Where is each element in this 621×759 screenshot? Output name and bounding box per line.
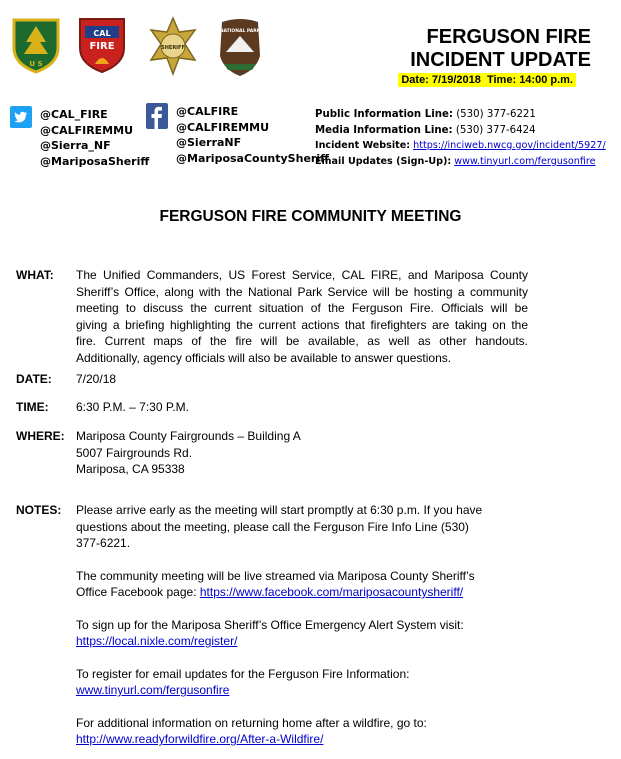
email-updates-link[interactable]: www.tinyurl.com/fergusonfire	[454, 155, 596, 167]
public-info-phone: (530) 377-6221	[456, 109, 536, 120]
svg-text:U S: U S	[29, 60, 43, 68]
incident-website-line	[315, 138, 606, 154]
what-line: meeting to discuss the current situation of the Ferguson Fire. Officials will be	[76, 301, 528, 315]
twitter-handle: @MariposaSheriff	[40, 154, 150, 168]
svg-text:NATIONAL PARK: NATIONAL PARK	[219, 29, 261, 34]
twitter-handle: @CALFIREMMU	[40, 123, 134, 137]
date-heading: DATE:	[16, 372, 52, 386]
meeting-date: 7/20/18	[76, 372, 117, 386]
national-park-service-logo	[216, 16, 264, 83]
svg-text:SHERIFF: SHERIFF	[161, 45, 185, 51]
sheriff-badge-logo	[145, 16, 201, 81]
contact-info	[315, 107, 606, 169]
nixle-register-link[interactable]: https://local.nixle.com/register/	[76, 634, 238, 648]
notes-line	[76, 584, 528, 601]
notes-paragraph-2	[76, 568, 528, 601]
date-value: 7/19/2018	[431, 74, 481, 86]
notes-text	[76, 502, 528, 748]
what-label: WHAT:	[16, 268, 54, 282]
facebook-page-link[interactable]: https://www.facebook.com/mariposacountysheriff/	[199, 585, 464, 599]
facebook-icon	[146, 103, 168, 134]
media-info-line	[315, 123, 606, 139]
notes-line: To sign up for the Mariposa Sheriff’s Office Emergency Alert System visit:	[76, 617, 464, 632]
email-updates-label: Email Updates (Sign-Up):	[315, 155, 452, 167]
location-line: Mariposa County Fairgrounds – Building A	[76, 429, 301, 443]
wildfire-info-link[interactable]: http://www.readyforwildfire.org/After-a-Wildfire/	[76, 732, 324, 746]
media-info-phone: (530) 377-6424	[455, 124, 536, 136]
twitter-handle: @Sierra_NF	[40, 139, 111, 152]
media-info-label: Media Information Line:	[315, 124, 453, 136]
date-label: Date:	[401, 74, 429, 86]
time-label: Time:	[486, 74, 517, 86]
incident-title-line1: FERGUSON FIRE	[426, 26, 591, 48]
location-line: Mariposa, CA 95338	[76, 462, 185, 476]
date-time-banner	[398, 73, 576, 87]
what-text	[76, 267, 528, 366]
meeting-time: 6:30 P.M. – 7:30 P.M.	[76, 400, 189, 414]
notes-line: The community meeting will be live streamed via Mariposa County Sheriff’s	[76, 568, 475, 583]
notes-line: Please arrive early as the meeting will start promptly at 6:30 p.m. If you have	[76, 503, 483, 517]
where-heading: WHERE:	[16, 429, 65, 443]
incident-website-link[interactable]: https://inciweb.nwcg.gov/incident/5927/	[413, 140, 606, 151]
notes-paragraph-3	[76, 617, 528, 650]
meeting-location	[76, 428, 528, 478]
notes-line: questions about the meeting, please call the Ferguson Fire Info Line (530)	[76, 519, 469, 534]
notes-heading: NOTES:	[16, 503, 62, 517]
meeting-heading: FERGUSON FIRE COMMUNITY MEETING	[159, 208, 462, 225]
location-line: 5007 Fairgrounds Rd.	[76, 445, 193, 460]
notes-line: 377-6221.	[76, 536, 131, 550]
twitter-handles	[40, 107, 149, 169]
facebook-handle: @MariposaCountySheriff	[176, 151, 330, 165]
notes-paragraph-1	[76, 502, 528, 552]
svg-text:FIRE: FIRE	[89, 41, 115, 52]
svg-text:CAL: CAL	[93, 29, 111, 38]
notes-line: To register for email updates for the Ferguson Fire Information:	[76, 666, 410, 681]
facebook-handle: @CALFIRE	[176, 105, 239, 118]
what-line: giving a briefing highlighting the current actions that firefighters are taking on the	[76, 317, 528, 332]
incident-website-label: Incident Website:	[315, 140, 411, 151]
time-value: 14:00 p.m.	[519, 74, 573, 86]
incident-title-line2: INCIDENT UPDATE	[410, 49, 591, 71]
facebook-handle: @SierraNF	[176, 136, 242, 149]
notes-paragraph-4	[76, 666, 528, 699]
twitter-handle: @CAL_FIRE	[40, 108, 108, 121]
public-info-label: Public Information Line:	[315, 109, 453, 120]
twitter-icon	[10, 106, 32, 133]
cal-fire-logo	[77, 16, 127, 79]
notes-line: For additional information on returning home after a wildfire, go to:	[76, 715, 427, 730]
facebook-handle: @CALFIREMMU	[176, 120, 270, 134]
what-line: Sheriff’s Office, along with the National Park Service will be hosting a community	[76, 284, 528, 299]
forest-service-logo	[10, 16, 62, 79]
facebook-handles	[176, 104, 329, 166]
notes-paragraph-5	[76, 715, 528, 748]
email-signup-link[interactable]: www.tinyurl.com/fergusonfire	[76, 683, 230, 697]
public-info-line	[315, 107, 606, 123]
what-line: fire. Current maps of the fire will be available, as well as other handouts.	[76, 334, 528, 348]
what-line: The Unified Commanders, US Forest Service, CAL FIRE, and Mariposa County	[76, 268, 528, 282]
email-updates-line	[315, 154, 606, 170]
notes-text-span: Office Facebook page:	[76, 585, 197, 599]
time-heading: TIME:	[16, 400, 49, 414]
what-line: Additionally, agency officials will also be available to answer questions.	[76, 350, 452, 365]
